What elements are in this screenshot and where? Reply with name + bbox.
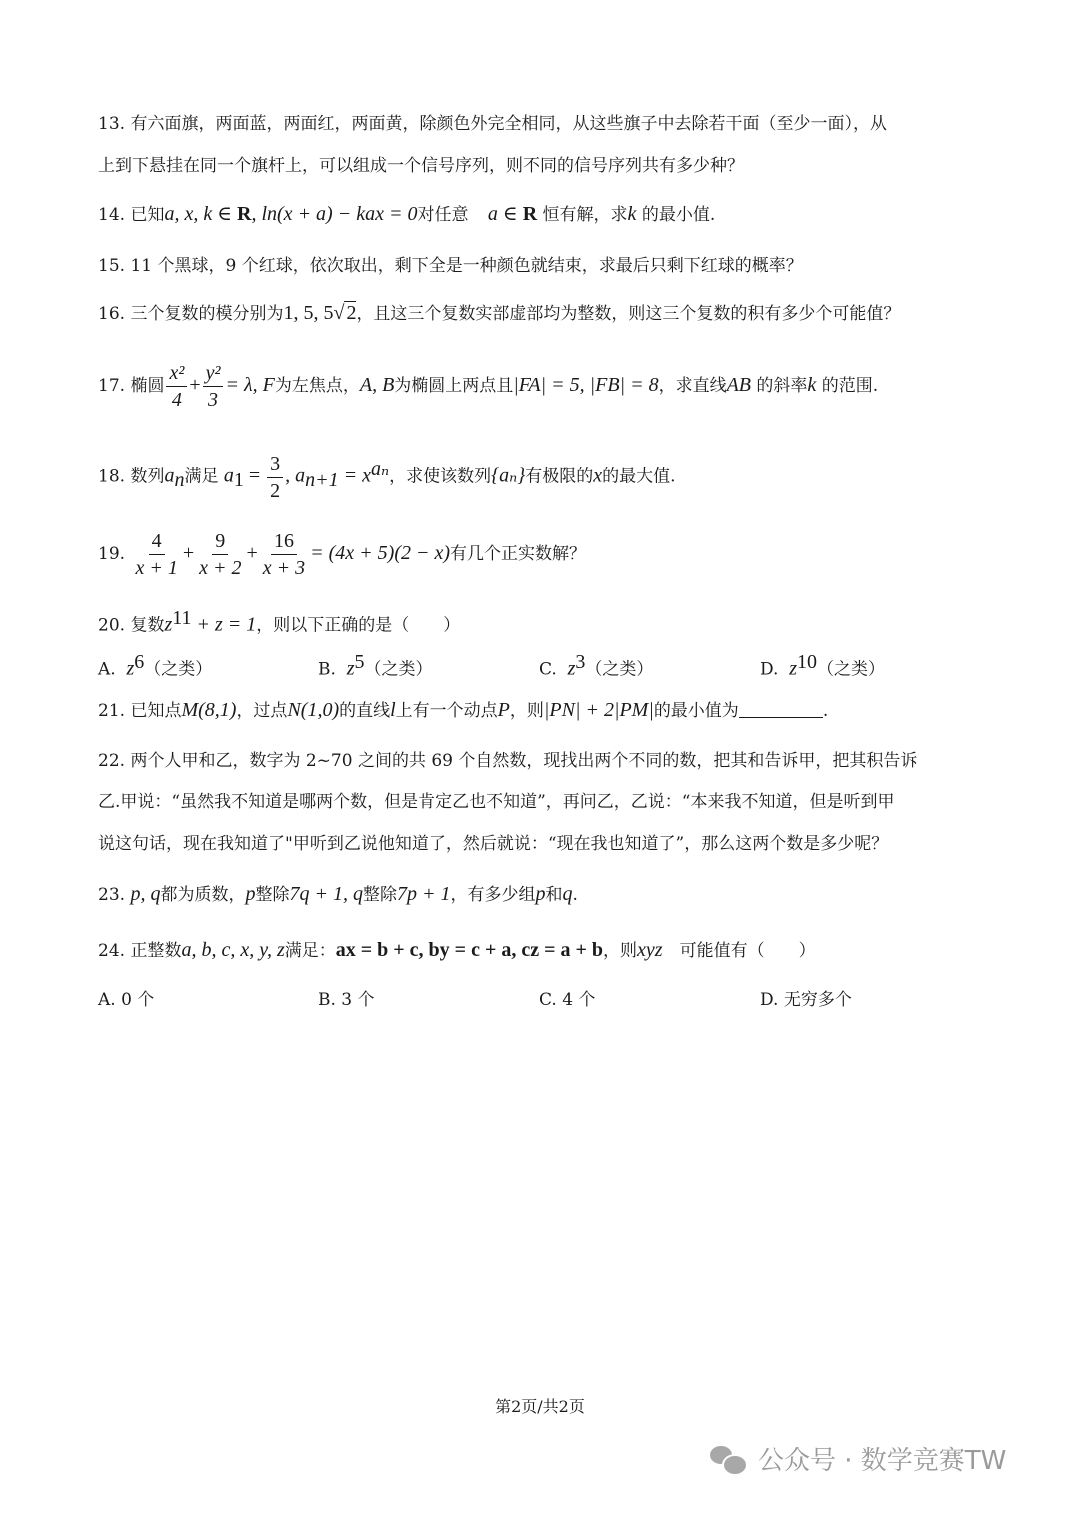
q13-line2: 上到下悬挂在同一个旗杆上，可以组成一个信号序列，则不同的信号序列共有多少种？ [98, 156, 744, 176]
q22-line1: 22. 两个人甲和乙，数字为 2~70 之间的共 69 个自然数，现找出两个不同的数，把其和告诉甲，把其积告诉 [98, 751, 918, 771]
q20-option-d: D. $z^{10}$（之类） [760, 651, 886, 680]
q20-option-b: B. $z^5$（之类） [318, 651, 433, 680]
q17: 17. 椭圆 $\frac{\text{x²}}{4}$ + $\frac{\text{y²}}{3}$ = λ, F为左焦点，A, B为椭圆上两点且|FA| = 5, |FB| = 8，求直线AB 的斜率k 的范围. [98, 362, 879, 411]
q24-option-b: B. 3 个 [318, 990, 375, 1010]
q24-option-a: A. 0 个 [98, 990, 155, 1010]
q16: 16. 三个复数的模分别为1, 5, 5√ 2，且这三个复数实部虚部均为整数，则这三个复数的积有多少个可能值？ [98, 302, 901, 324]
q13-line1: 13. 有六面旗，两面蓝，两面红，两面黄，除颜色外完全相同，从这些旗子中去除若干面（至少一面），从 [98, 114, 887, 134]
q15: 15. 11 个黑球，9 个红球，依次取出，剩下全是一种颜色就结束，求最后只剩下红球的概率？ [98, 256, 803, 276]
q14: 14. 已知a, x, k ∈ R, ln(x + a) − kax = 0对任意 a ∈ R 恒有解，求k 的最小值. [98, 203, 716, 225]
q19: 19. $\frac{4}{x + 1}$ + $\frac{9}{x + 2}$ + $\frac{16}{x + 3}$ = (4x + 5)(2 − x)有几个正实数解？ [98, 530, 587, 579]
page-footer: 第2页/共2页 [495, 1397, 585, 1416]
answer-blank [739, 699, 823, 718]
watermark-text: 公众号 · 数学竞赛TW [758, 1446, 1007, 1476]
q24: 24. 正整数a, b, c, x, y, z满足：ax = b + c, by = c + a, cz = a + b，则xyz 可能值有（ ） [98, 939, 816, 961]
q24-option-c: C. 4 个 [539, 990, 596, 1010]
q23: 23. p, q都为质数，p整除7q + 1, q整除7p + 1，有多少组p和q. [98, 883, 578, 905]
q18: 18. 数列$a_n$满足 $a_1$ = $\frac{3}{2}$ , $a_{n+1} = x^{a_n}$，求使该数列{aₙ}有极限的x的最大值. [98, 452, 676, 502]
q20: 20. 复数$z^{11} + z = 1$，则以下正确的是（ ） [98, 607, 461, 636]
watermark [710, 1440, 1006, 1477]
q22-line3: 说这句话，现在我知道了"甲听到乙说他知道了，然后就说：“现在我也知道了”，那么这两个数是多少呢？ [98, 834, 889, 854]
q20-option-a: A. $z^6$（之类） [98, 651, 213, 680]
q20-option-c: C. $z^3$（之类） [539, 651, 654, 680]
q22-line2: 乙.甲说：“虽然我不知道是哪两个数，但是肯定乙也不知道”，再问乙，乙说：“本来我不知道，但是听到甲 [98, 792, 895, 812]
q21: 21. 已知点M(8,1)，过点N(1,0)的直线l上有一个动点P，则|PN| + 2|PM|的最小值为 . [98, 699, 829, 721]
wechat-icon [710, 1444, 746, 1474]
q24-option-d: D. 无穷多个 [760, 990, 852, 1010]
